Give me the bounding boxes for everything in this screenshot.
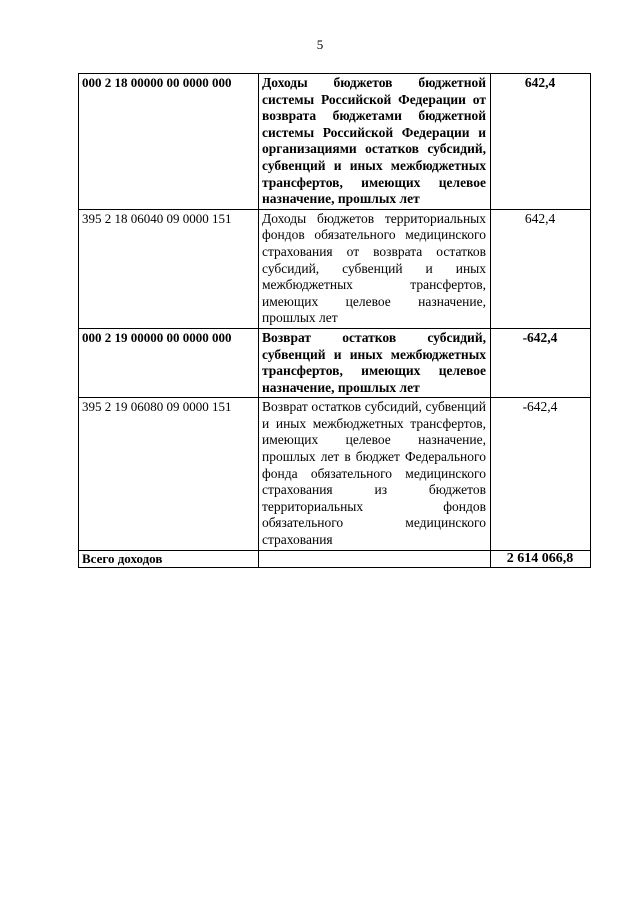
revenue-name-cell: Доходы бюджетов бюджетной системы Российской Федерации от возврата бюджетами бюджетной системы Российской Федерации и организациями остатков субсидий, субвенций и иных межбюджетных трансфертов, имеющих целевое назначение, прошлых лет [259, 74, 491, 210]
total-amount-cell: 2 614 066,8 [491, 550, 591, 568]
table-row [79, 328, 591, 397]
table-row [79, 74, 591, 210]
total-row [79, 550, 591, 568]
amount-cell: -642,4 [491, 398, 591, 550]
revenue-name-cell: Возврат остатков субсидий, субвенций и иных межбюджетных трансфертов, имеющих целевое назначение, прошлых лет в бюджет Федерального фонда обязательного медицинского страхования из бюджетов территориальных фондов обязательного медицинского страхования [259, 398, 491, 550]
amount-cell: 642,4 [491, 209, 591, 328]
page-number: 5 [316, 37, 324, 52]
amount-cell: -642,4 [491, 328, 591, 397]
revenue-name-cell: Доходы бюджетов территориальных фондов обязательного медицинского страхования от возврата остатков субсидий, субвенций и иных межбюджетных трансфертов, имеющих целевое назначение, прошлых лет [259, 209, 491, 328]
total-label-cell: Всего доходов [79, 550, 259, 568]
total-name-cell [259, 550, 491, 568]
table-row [79, 398, 591, 550]
budget-code-cell: 395 2 19 06080 09 0000 151 [79, 398, 259, 550]
amount-cell: 642,4 [491, 74, 591, 210]
budget-code-cell: 000 2 19 00000 00 0000 000 [79, 328, 259, 397]
budget-revenue-table [78, 73, 591, 568]
table-row [79, 209, 591, 328]
budget-code-cell: 000 2 18 00000 00 0000 000 [79, 74, 259, 210]
revenue-name-cell: Возврат остатков субсидий, субвенций и иных межбюджетных трансфертов, имеющих целевое назначение, прошлых лет [259, 328, 491, 397]
budget-code-cell: 395 2 18 06040 09 0000 151 [79, 209, 259, 328]
